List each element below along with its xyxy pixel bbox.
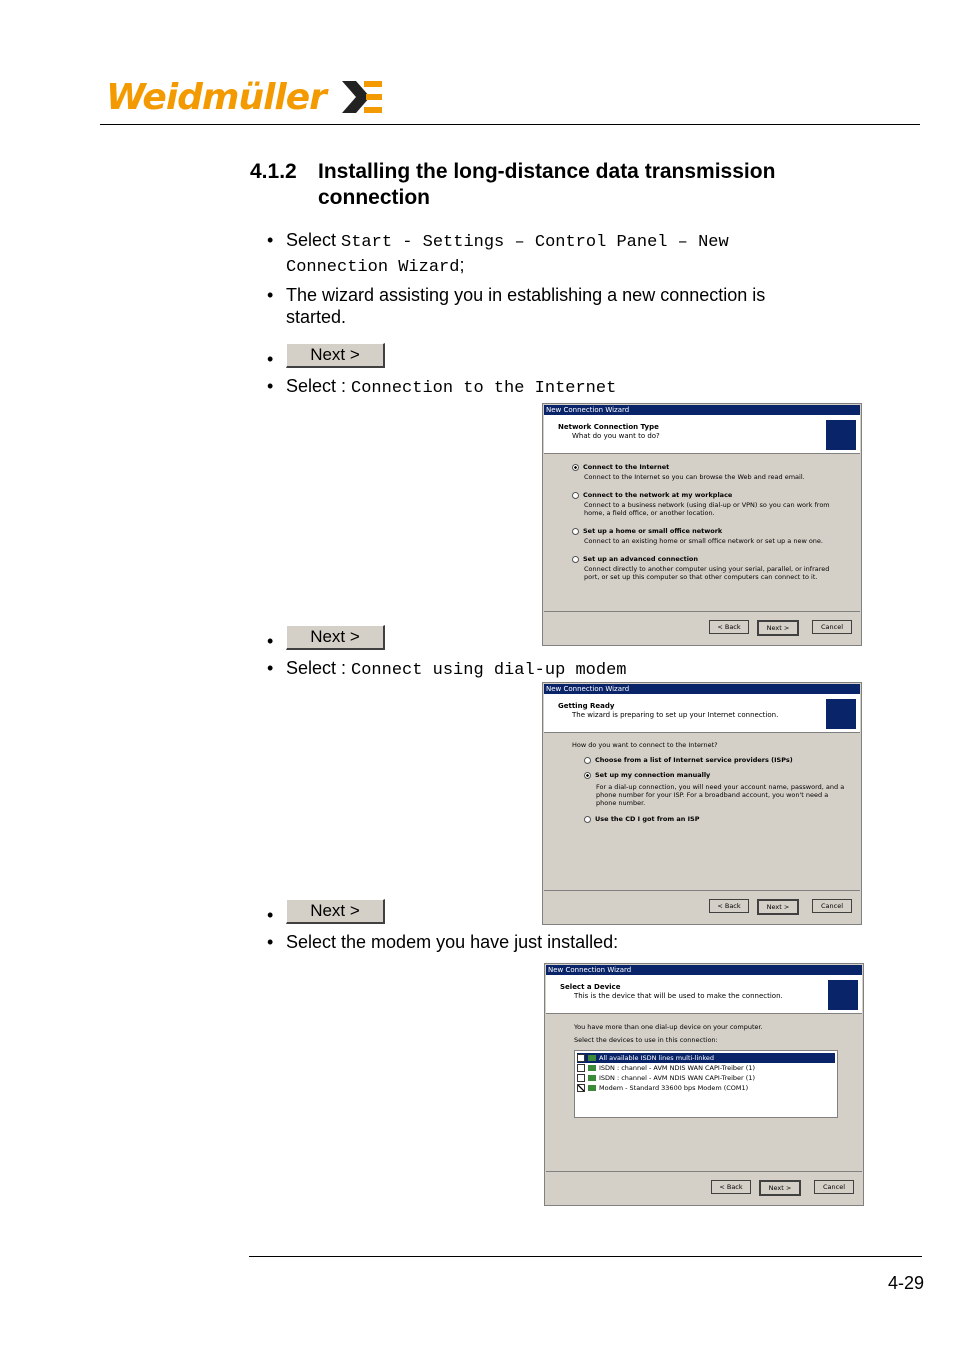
isdn-icon xyxy=(588,1075,596,1081)
back-button[interactable]: < Back xyxy=(709,899,749,913)
radio-connect-workplace[interactable]: Connect to the network at my workplace xyxy=(572,491,732,499)
back-button[interactable]: < Back xyxy=(709,620,749,634)
next-button[interactable]: Next > xyxy=(757,899,799,915)
modem-icon xyxy=(588,1085,596,1091)
wizard-network-connection-type: New Connection Wizard Network Connection Type What do you want to do? Connect to the Internet Connect to the Internet so you can browse the Web and read email. Connect to the network at my workplace Connect to a business network (using dial-up or VPN) so you can work from home, a field office, or another location. Set up a home or small office network Connect to an existing home or small office network or set up a new one. Set up an advanced connection Connect directly to another computer using your serial, parallel, or infrared port, or set up this computer so that other computers can connect to it. < Back Next > Cancel xyxy=(542,403,862,646)
wizard-title-bar: New Connection Wizard xyxy=(544,684,860,694)
radio-isp-list[interactable]: Choose from a list of Internet service providers (ISPs) xyxy=(584,756,793,764)
page-number: 4-29 xyxy=(887,1273,924,1293)
cancel-button[interactable]: Cancel xyxy=(814,1180,854,1194)
header-rule xyxy=(100,124,920,125)
list-item[interactable]: Modem - Standard 33600 bps Modem (COM1) xyxy=(577,1083,835,1093)
wizard-phone-icon xyxy=(826,420,856,450)
list-item[interactable]: All available ISDN lines multi-linked xyxy=(577,1053,835,1063)
company-logo xyxy=(106,76,384,120)
next-button[interactable]: Next > xyxy=(286,343,385,368)
wizard-phone-icon xyxy=(828,980,858,1010)
back-button[interactable]: < Back xyxy=(711,1180,751,1194)
wizard-title-bar: New Connection Wizard xyxy=(546,965,862,975)
next-button[interactable]: Next > xyxy=(757,620,799,636)
section-number: 4.1.2 xyxy=(250,160,297,183)
isdn-icon xyxy=(588,1055,596,1061)
wizard-title-bar: New Connection Wizard xyxy=(544,405,860,415)
device-list[interactable] xyxy=(574,1050,838,1118)
logo-cross-icon xyxy=(340,77,384,119)
logo-wordmark: Weidmüller xyxy=(106,77,326,118)
wizard-getting-ready: New Connection Wizard Getting Ready The wizard is preparing to set up your Internet connection. How do you want to connect to the Internet? Choose from a list of Internet service providers (ISPs) Set up my connection manually For a dial-up connection, you will need your account name, password, and a phone number for your ISP. For a broadband account, you won't need a phone number. Use the CD I got from an ISP < Back Next > Cancel xyxy=(542,682,862,925)
wizard-phone-icon xyxy=(826,699,856,729)
next-button[interactable]: Next > xyxy=(759,1180,801,1196)
radio-connect-internet[interactable]: Connect to the Internet xyxy=(572,463,669,471)
radio-home-network[interactable]: Set up a home or small office network xyxy=(572,527,722,535)
list-item[interactable]: ISDN : channel - AVM NDIS WAN CAPI-Treiber (1) xyxy=(577,1063,835,1073)
list-item[interactable]: ISDN : channel - AVM NDIS WAN CAPI-Treiber (1) xyxy=(577,1073,835,1083)
radio-advanced-connection[interactable]: Set up an advanced connection xyxy=(572,555,698,563)
isdn-icon xyxy=(588,1065,596,1071)
next-button[interactable]: Next > xyxy=(286,625,385,650)
radio-manual-setup[interactable]: Set up my connection manually xyxy=(584,771,710,779)
cancel-button[interactable]: Cancel xyxy=(812,899,852,913)
section-title: Installing the long-distance data transmission connection xyxy=(318,160,776,209)
wizard-select-device: New Connection Wizard Select a Device This is the device that will be used to make the connection. You have more than one dial-up device on your computer. Select the devices to use in this connection: All available ISDN lines multi-linked ISDN : channel - AVM NDIS WAN CAPI-Treiber (1) ISDN : channel - AVM NDIS WAN CAPI-Treiber (1) Modem - Standard 33600 bps Modem (COM1) < Back Next > Cancel xyxy=(544,963,864,1206)
footer-rule xyxy=(249,1256,922,1257)
cancel-button[interactable]: Cancel xyxy=(812,620,852,634)
next-button[interactable]: Next > xyxy=(286,899,385,924)
radio-isp-cd[interactable]: Use the CD I got from an ISP xyxy=(584,815,700,823)
